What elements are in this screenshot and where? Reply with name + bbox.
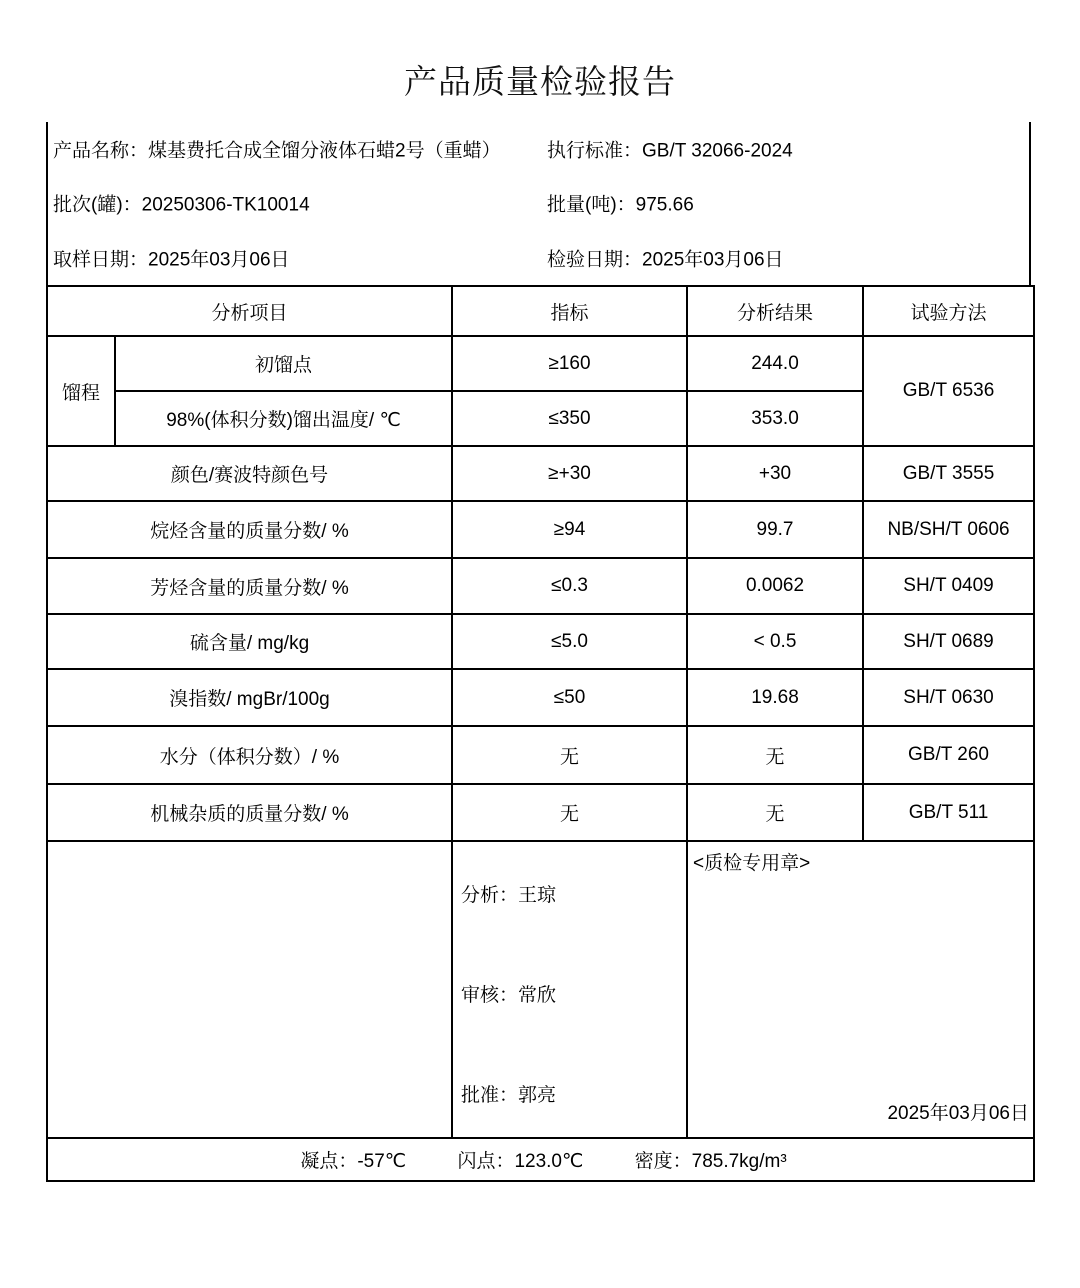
cell-spec: ≥+30 <box>452 446 687 501</box>
cell-item: 颜色/赛波特颜色号 <box>47 446 452 501</box>
header-spec: 指标 <box>452 286 687 336</box>
cell-result: 0.0062 <box>687 558 863 614</box>
cell-item: 芳烃含量的质量分数/ % <box>47 558 452 614</box>
density-value: 785.7kg/m³ <box>691 1151 787 1172</box>
table-row <box>47 669 1034 726</box>
flash-point-label: 闪点： <box>457 1151 515 1172</box>
cell-spec: ≤0.3 <box>452 558 687 614</box>
signature-cell <box>452 841 687 1138</box>
cell-item: 烷烃含量的质量分数/ % <box>47 501 452 558</box>
approver-name: 郭亮 <box>518 1085 557 1106</box>
signature-stack <box>453 842 686 1137</box>
cell-result: 99.7 <box>687 501 863 558</box>
cell-item: 98%(体积分数)馏出温度/ ℃ <box>115 391 452 446</box>
cell-method: SH/T 0630 <box>863 669 1034 726</box>
cell-spec: ≤50 <box>452 669 687 726</box>
table-row <box>47 558 1034 614</box>
freezing-point <box>300 1151 406 1172</box>
product-name-label: 产品名称： <box>53 140 149 162</box>
product-name-field <box>53 136 501 163</box>
cell-method: GB/T 260 <box>863 726 1034 784</box>
sampling-date-value: 2025年03月06日 <box>148 249 290 271</box>
product-name-value: 煤基费托合成全馏分液体石蜡2号（重蜡） <box>148 140 501 162</box>
flash-point-value: 123.0℃ <box>514 1151 584 1172</box>
freezing-point-value: -57℃ <box>357 1151 407 1172</box>
batch-qty-field <box>547 190 694 217</box>
analysis-table <box>46 285 1035 1182</box>
test-date-field <box>547 244 784 271</box>
table-header-row <box>47 286 1034 336</box>
density-label: 密度： <box>634 1151 692 1172</box>
header-item: 分析项目 <box>47 286 452 336</box>
signature-empty-cell <box>47 841 452 1138</box>
approver-signature <box>461 1080 686 1107</box>
cell-result: 244.0 <box>687 336 863 391</box>
test-date-value: 2025年03月06日 <box>642 249 784 271</box>
analyst-name: 王琼 <box>518 885 557 906</box>
info-row-product <box>48 122 1029 176</box>
table-row <box>47 446 1034 501</box>
header-method: 试验方法 <box>863 286 1034 336</box>
standard-value: GB/T 32066-2024 <box>642 140 793 162</box>
cell-spec: ≥160 <box>452 336 687 391</box>
reviewer-name: 常欣 <box>518 985 557 1006</box>
physical-properties-row <box>47 1138 1034 1181</box>
info-row-dates <box>48 231 1029 285</box>
flash-point <box>457 1151 583 1172</box>
analyst-label: 分析： <box>461 885 519 906</box>
test-date-label: 检验日期： <box>547 249 643 271</box>
reviewer-label: 审核： <box>461 985 519 1006</box>
cell-method: SH/T 0409 <box>863 558 1034 614</box>
cell-spec: ≤5.0 <box>452 614 687 669</box>
batch-no-label: 批次(罐)： <box>53 194 142 216</box>
cell-method: SH/T 0689 <box>863 614 1034 669</box>
cell-spec: ≤350 <box>452 391 687 446</box>
qc-stamp-placeholder: <质检专用章> <box>693 853 811 874</box>
cell-item: 溴指数/ mgBr/100g <box>47 669 452 726</box>
info-row-batch <box>48 176 1029 230</box>
cell-item: 硫含量/ mg/kg <box>47 614 452 669</box>
sampling-date-field <box>53 244 290 271</box>
cell-method: GB/T 511 <box>863 784 1034 841</box>
sign-date: 2025年03月06日 <box>887 1103 1030 1124</box>
report-info-section <box>46 122 1031 285</box>
density <box>635 1151 787 1172</box>
signature-section-row <box>47 841 1034 1138</box>
cell-item: 水分（体积分数）/ % <box>47 726 452 784</box>
page-title: 产品质量检验报告 <box>404 63 676 100</box>
batch-no-field <box>53 190 310 217</box>
batch-qty-label: 批量(吨)： <box>547 194 636 216</box>
freezing-point-label: 凝点： <box>300 1151 358 1172</box>
sampling-date-label: 取样日期： <box>53 249 149 271</box>
table-row <box>47 726 1034 784</box>
cell-result: 无 <box>687 784 863 841</box>
cell-item: 初馏点 <box>115 336 452 391</box>
table-row <box>47 336 1034 391</box>
batch-qty-value: 975.66 <box>635 194 694 216</box>
physical-properties-cell <box>47 1138 1034 1181</box>
cell-spec: ≥94 <box>452 501 687 558</box>
cell-result: < 0.5 <box>687 614 863 669</box>
cell-result: 无 <box>687 726 863 784</box>
cell-spec: 无 <box>452 726 687 784</box>
table-row <box>47 501 1034 558</box>
cell-result: 353.0 <box>687 391 863 446</box>
approver-label: 批准： <box>461 1085 519 1106</box>
cell-item: 机械杂质的质量分数/ % <box>47 784 452 841</box>
table-row <box>47 614 1034 669</box>
stamp-cell <box>687 841 1034 1138</box>
cell-method: GB/T 6536 <box>863 336 1034 446</box>
reviewer-signature <box>461 980 686 1007</box>
standard-label: 执行标准： <box>547 140 643 162</box>
header-result: 分析结果 <box>687 286 863 336</box>
physical-properties <box>48 1146 1033 1173</box>
cell-method: NB/SH/T 0606 <box>863 501 1034 558</box>
cell-spec: 无 <box>452 784 687 841</box>
batch-no-value: 20250306-TK10014 <box>141 194 310 216</box>
table-row <box>47 784 1034 841</box>
cell-result: +30 <box>687 446 863 501</box>
standard-field <box>547 136 793 163</box>
cell-group-distillation: 馏程 <box>47 336 115 446</box>
analyst-signature <box>461 880 686 907</box>
cell-result: 19.68 <box>687 669 863 726</box>
cell-method: GB/T 3555 <box>863 446 1034 501</box>
